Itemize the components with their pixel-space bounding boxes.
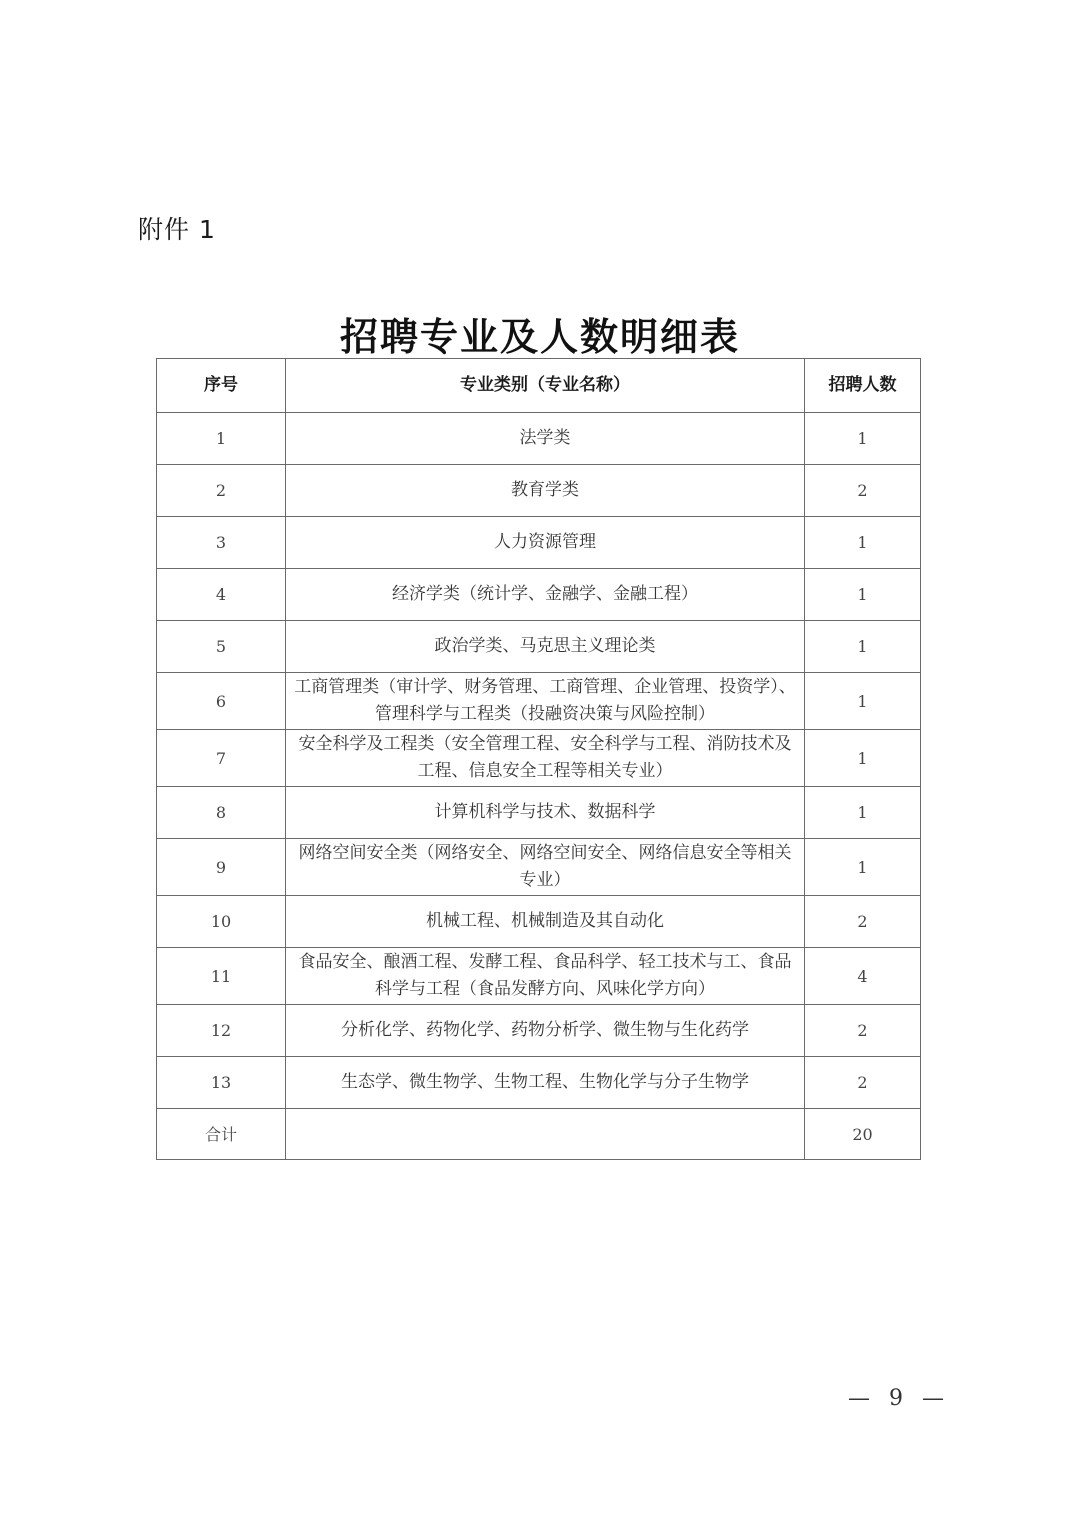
row-count: 1 xyxy=(805,413,921,465)
table-row xyxy=(157,896,921,948)
table-row xyxy=(157,673,921,730)
total-label: 合计 xyxy=(157,1109,286,1160)
row-no: 1 xyxy=(157,413,286,465)
row-no: 12 xyxy=(157,1005,286,1057)
row-major: 机械工程、机械制造及其自动化 xyxy=(286,896,805,948)
row-major: 经济学类（统计学、金融学、金融工程） xyxy=(286,569,805,621)
table-row xyxy=(157,569,921,621)
row-no: 11 xyxy=(157,948,286,1005)
attachment-label: 附件 1 xyxy=(138,215,216,244)
row-count: 1 xyxy=(805,730,921,787)
row-major: 教育学类 xyxy=(286,465,805,517)
table-row xyxy=(157,1057,921,1109)
table-row xyxy=(157,621,921,673)
row-no: 4 xyxy=(157,569,286,621)
row-major: 计算机科学与技术、数据科学 xyxy=(286,787,805,839)
header-major: 专业类别（专业名称） xyxy=(286,359,805,413)
row-count: 2 xyxy=(805,896,921,948)
row-major: 人力资源管理 xyxy=(286,517,805,569)
header-count: 招聘人数 xyxy=(805,359,921,413)
table-row xyxy=(157,730,921,787)
row-no: 2 xyxy=(157,465,286,517)
row-no: 6 xyxy=(157,673,286,730)
row-count: 2 xyxy=(805,1005,921,1057)
table-header-row xyxy=(157,359,921,413)
total-count: 20 xyxy=(805,1109,921,1160)
table-row xyxy=(157,787,921,839)
row-major: 网络空间安全类（网络安全、网络空间安全、网络信息安全等相关专业） xyxy=(286,839,805,896)
table-row xyxy=(157,465,921,517)
table-total-row xyxy=(157,1109,921,1160)
row-no: 9 xyxy=(157,839,286,896)
row-major: 生态学、微生物学、生物工程、生物化学与分子生物学 xyxy=(286,1057,805,1109)
row-count: 1 xyxy=(805,621,921,673)
header-no: 序号 xyxy=(157,359,286,413)
row-no: 3 xyxy=(157,517,286,569)
row-no: 7 xyxy=(157,730,286,787)
row-count: 2 xyxy=(805,1057,921,1109)
row-major: 食品安全、酿酒工程、发酵工程、食品科学、轻工技术与工、食品科学与工程（食品发酵方向、风味化学方向） xyxy=(286,948,805,1005)
row-major: 工商管理类（审计学、财务管理、工商管理、企业管理、投资学）、管理科学与工程类（投融资决策与风险控制） xyxy=(286,673,805,730)
row-major: 安全科学及工程类（安全管理工程、安全科学与工程、消防技术及工程、信息安全工程等相关专业） xyxy=(286,730,805,787)
row-major: 分析化学、药物化学、药物分析学、微生物与生化药学 xyxy=(286,1005,805,1057)
recruitment-table xyxy=(156,358,920,1160)
row-no: 10 xyxy=(157,896,286,948)
row-count: 1 xyxy=(805,839,921,896)
row-major: 法学类 xyxy=(286,413,805,465)
row-major: 政治学类、马克思主义理论类 xyxy=(286,621,805,673)
row-count: 2 xyxy=(805,465,921,517)
table-row xyxy=(157,839,921,896)
table-row xyxy=(157,517,921,569)
row-count: 4 xyxy=(805,948,921,1005)
table-row xyxy=(157,1005,921,1057)
row-count: 1 xyxy=(805,569,921,621)
table-row xyxy=(157,413,921,465)
row-no: 13 xyxy=(157,1057,286,1109)
total-major xyxy=(286,1109,805,1160)
row-count: 1 xyxy=(805,517,921,569)
row-no: 8 xyxy=(157,787,286,839)
row-count: 1 xyxy=(805,673,921,730)
row-no: 5 xyxy=(157,621,286,673)
page-number: — 9 — xyxy=(848,1386,950,1411)
row-count: 1 xyxy=(805,787,921,839)
page-title: 招聘专业及人数明细表 xyxy=(339,315,740,359)
table-row xyxy=(157,948,921,1005)
